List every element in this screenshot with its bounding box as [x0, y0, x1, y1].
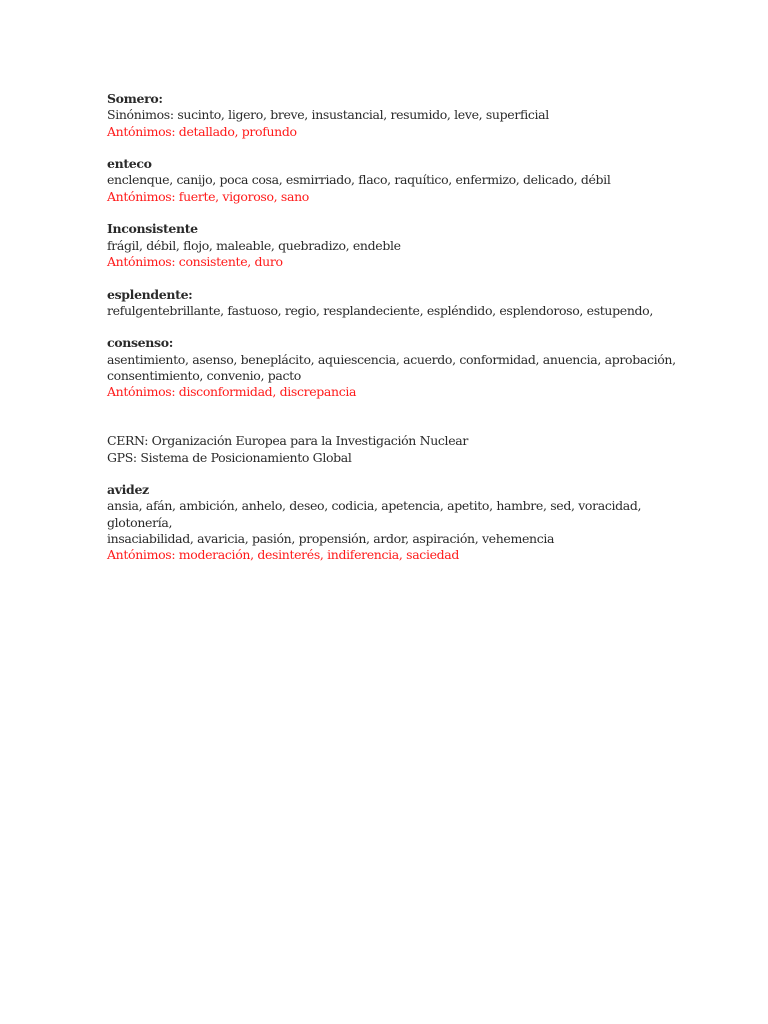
entry-consenso	[107, 335, 707, 400]
acronym-cern: CERN: Organización Europea para la Investigación Nuclear	[107, 433, 468, 449]
antonyms-line: Antónimos: detallado, profundo	[107, 123, 297, 139]
synonyms-line: asentimiento, asenso, beneplácito, aquiescencia, acuerdo, conformidad, anuencia, aprobación,	[107, 351, 676, 367]
document-page	[107, 91, 707, 564]
synonyms-line-continued: insaciabilidad, avaricia, pasión, propensión, ardor, aspiración, vehemencia	[107, 531, 555, 547]
entry-term: esplendente:	[107, 286, 193, 302]
antonyms-line: Antónimos: consistente, duro	[107, 253, 283, 269]
entry-term: avidez	[107, 482, 149, 498]
entry-inconsistente	[107, 221, 707, 270]
entry-term: Somero:	[107, 91, 163, 106]
entry-enteco	[107, 156, 707, 205]
synonyms-line: enclenque, canijo, poca cosa, esmirriado, flaco, raquítico, enfermizo, delicado, débil	[107, 172, 611, 188]
antonyms-line: Antónimos: disconformidad, discrepancia	[107, 384, 357, 400]
antonyms-line: Antónimos: moderación, desinterés, indiferencia, saciedad	[107, 547, 460, 563]
entry-term: Inconsistente	[107, 221, 198, 237]
entry-avidez	[107, 482, 707, 563]
acronym-list	[107, 433, 707, 466]
synonyms-line-continued: consentimiento, convenio, pacto	[107, 368, 301, 384]
synonyms-line: ansia, afán, ambición, anhelo, deseo, codicia, apetencia, apetito, hambre, sed, voracidad, glotonería,	[107, 498, 642, 530]
entry-esplendente	[107, 287, 707, 320]
acronym-gps: GPS: Sistema de Posicionamiento Global	[107, 449, 352, 465]
antonyms-line: Antónimos: fuerte, vigoroso, sano	[107, 188, 309, 204]
entry-somero	[107, 91, 707, 140]
synonyms-line: refulgentebrillante, fastuoso, regio, resplandeciente, espléndido, esplendoroso, estupendo,	[107, 302, 653, 318]
entry-term: enteco	[107, 156, 152, 172]
synonyms-line: Sinónimos: sucinto, ligero, breve, insustancial, resumido, leve, superficial	[107, 107, 549, 123]
entry-term: consenso:	[107, 335, 173, 351]
synonyms-line: frágil, débil, flojo, maleable, quebradizo, endeble	[107, 237, 401, 253]
